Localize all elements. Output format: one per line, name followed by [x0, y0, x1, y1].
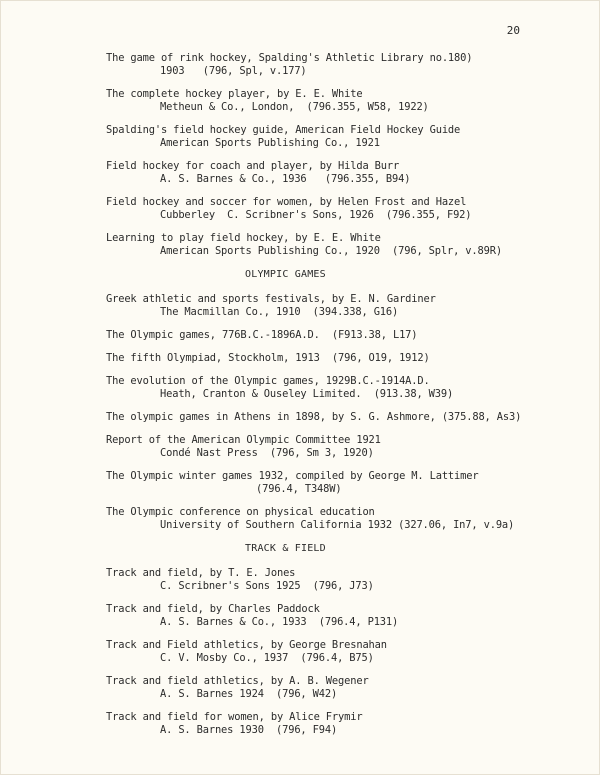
page-number: 20 — [506, 24, 520, 37]
entry-details: Cubberley C. Scribner's Sons, 1926 (796.355, F92) — [160, 209, 472, 221]
list-item — [106, 434, 576, 460]
list-item — [106, 506, 576, 532]
list-item — [106, 293, 576, 319]
entry-details: University of Southern California 1932 (327.06, In7, v.9a) — [160, 519, 515, 531]
list-item — [106, 675, 576, 701]
entry-title: The Olympic games, 776B.C.-1896A.D. (F913.38, L17) — [106, 329, 418, 341]
entry-details: A. S. Barnes 1930 (796, F94) — [160, 724, 338, 736]
list-item — [106, 639, 576, 665]
entry-details: C. Scribner's Sons 1925 (796, J73) — [160, 580, 374, 592]
entry-title: Track and Field athletics, by George Bresnahan — [106, 639, 387, 651]
list-item — [106, 352, 576, 365]
list-item — [106, 603, 576, 629]
entry-details: Condé Nast Press (796, Sm 3, 1920) — [160, 447, 374, 459]
entry-title: Track and field for women, by Alice Frymir — [106, 711, 363, 723]
entry-details: American Sports Publishing Co., 1920 (796, Splr, v.89R) — [160, 245, 502, 257]
list-item — [106, 329, 576, 342]
entry-details: A. S. Barnes 1924 (796, W42) — [160, 688, 338, 700]
entry-title: Report of the American Olympic Committee 1921 — [106, 434, 381, 446]
entry-title: The fifth Olympiad, Stockholm, 1913 (796, O19, 1912) — [106, 352, 430, 364]
entry-details: Metheun & Co., London, (796.355, W58, 1922) — [160, 101, 429, 113]
list-item — [106, 124, 576, 150]
list-item — [106, 375, 576, 401]
entry-title: Field hockey and soccer for women, by Helen Frost and Hazel — [106, 196, 467, 208]
entry-title: Track and field athletics, by A. B. Wegener — [106, 675, 369, 687]
entry-title: Greek athletic and sports festivals, by E. N. Gardiner — [106, 293, 436, 305]
entry-details: (796.4, T348W) — [256, 483, 342, 495]
list-item — [106, 711, 576, 737]
entry-details: C. V. Mosby Co., 1937 (796.4, B75) — [160, 652, 374, 664]
entry-details: Heath, Cranton & Ouseley Limited. (913.38, W39) — [160, 388, 454, 400]
list-item — [106, 160, 576, 186]
entry-title: The Olympic conference on physical education — [106, 506, 375, 518]
list-item — [106, 567, 576, 593]
list-item — [106, 88, 576, 114]
entry-title: The evolution of the Olympic games, 1929B.C.-1914A.D. — [106, 375, 430, 387]
entry-title: Field hockey for coach and player, by Hilda Burr — [106, 160, 400, 172]
entry-title: The game of rink hockey, Spalding's Athletic Library no.180) — [106, 52, 473, 64]
section-heading-olympic-games: OLYMPIC GAMES — [245, 269, 326, 280]
entry-title: Spalding's field hockey guide, American Field Hockey Guide — [106, 124, 461, 136]
bibliography-list — [106, 52, 576, 747]
entry-title: Track and field, by Charles Paddock — [106, 603, 320, 615]
entry-details: 1903 (796, Spl, v.177) — [160, 65, 307, 77]
entry-title: Learning to play field hockey, by E. E. White — [106, 232, 381, 244]
entry-title: The complete hockey player, by E. E. White — [106, 88, 363, 100]
entry-title: The Olympic winter games 1932, compiled by George M. Lattimer — [106, 470, 479, 482]
entry-title: The olympic games in Athens in 1898, by S. G. Ashmore, (375.88, As3) — [106, 411, 522, 423]
entry-details: The Macmillan Co., 1910 (394.338, G16) — [160, 306, 399, 318]
list-item — [106, 52, 576, 78]
list-item — [106, 470, 576, 496]
entry-details: A. S. Barnes & Co., 1933 (796.4, P131) — [160, 616, 399, 628]
list-item — [106, 232, 576, 258]
entry-title: Track and field, by T. E. Jones — [106, 567, 296, 579]
section-heading-track-field: TRACK & FIELD — [245, 543, 326, 554]
entry-details: A. S. Barnes & Co., 1936 (796.355, B94) — [160, 173, 411, 185]
list-item — [106, 196, 576, 222]
entry-details: American Sports Publishing Co., 1921 — [160, 137, 380, 149]
list-item — [106, 411, 576, 424]
